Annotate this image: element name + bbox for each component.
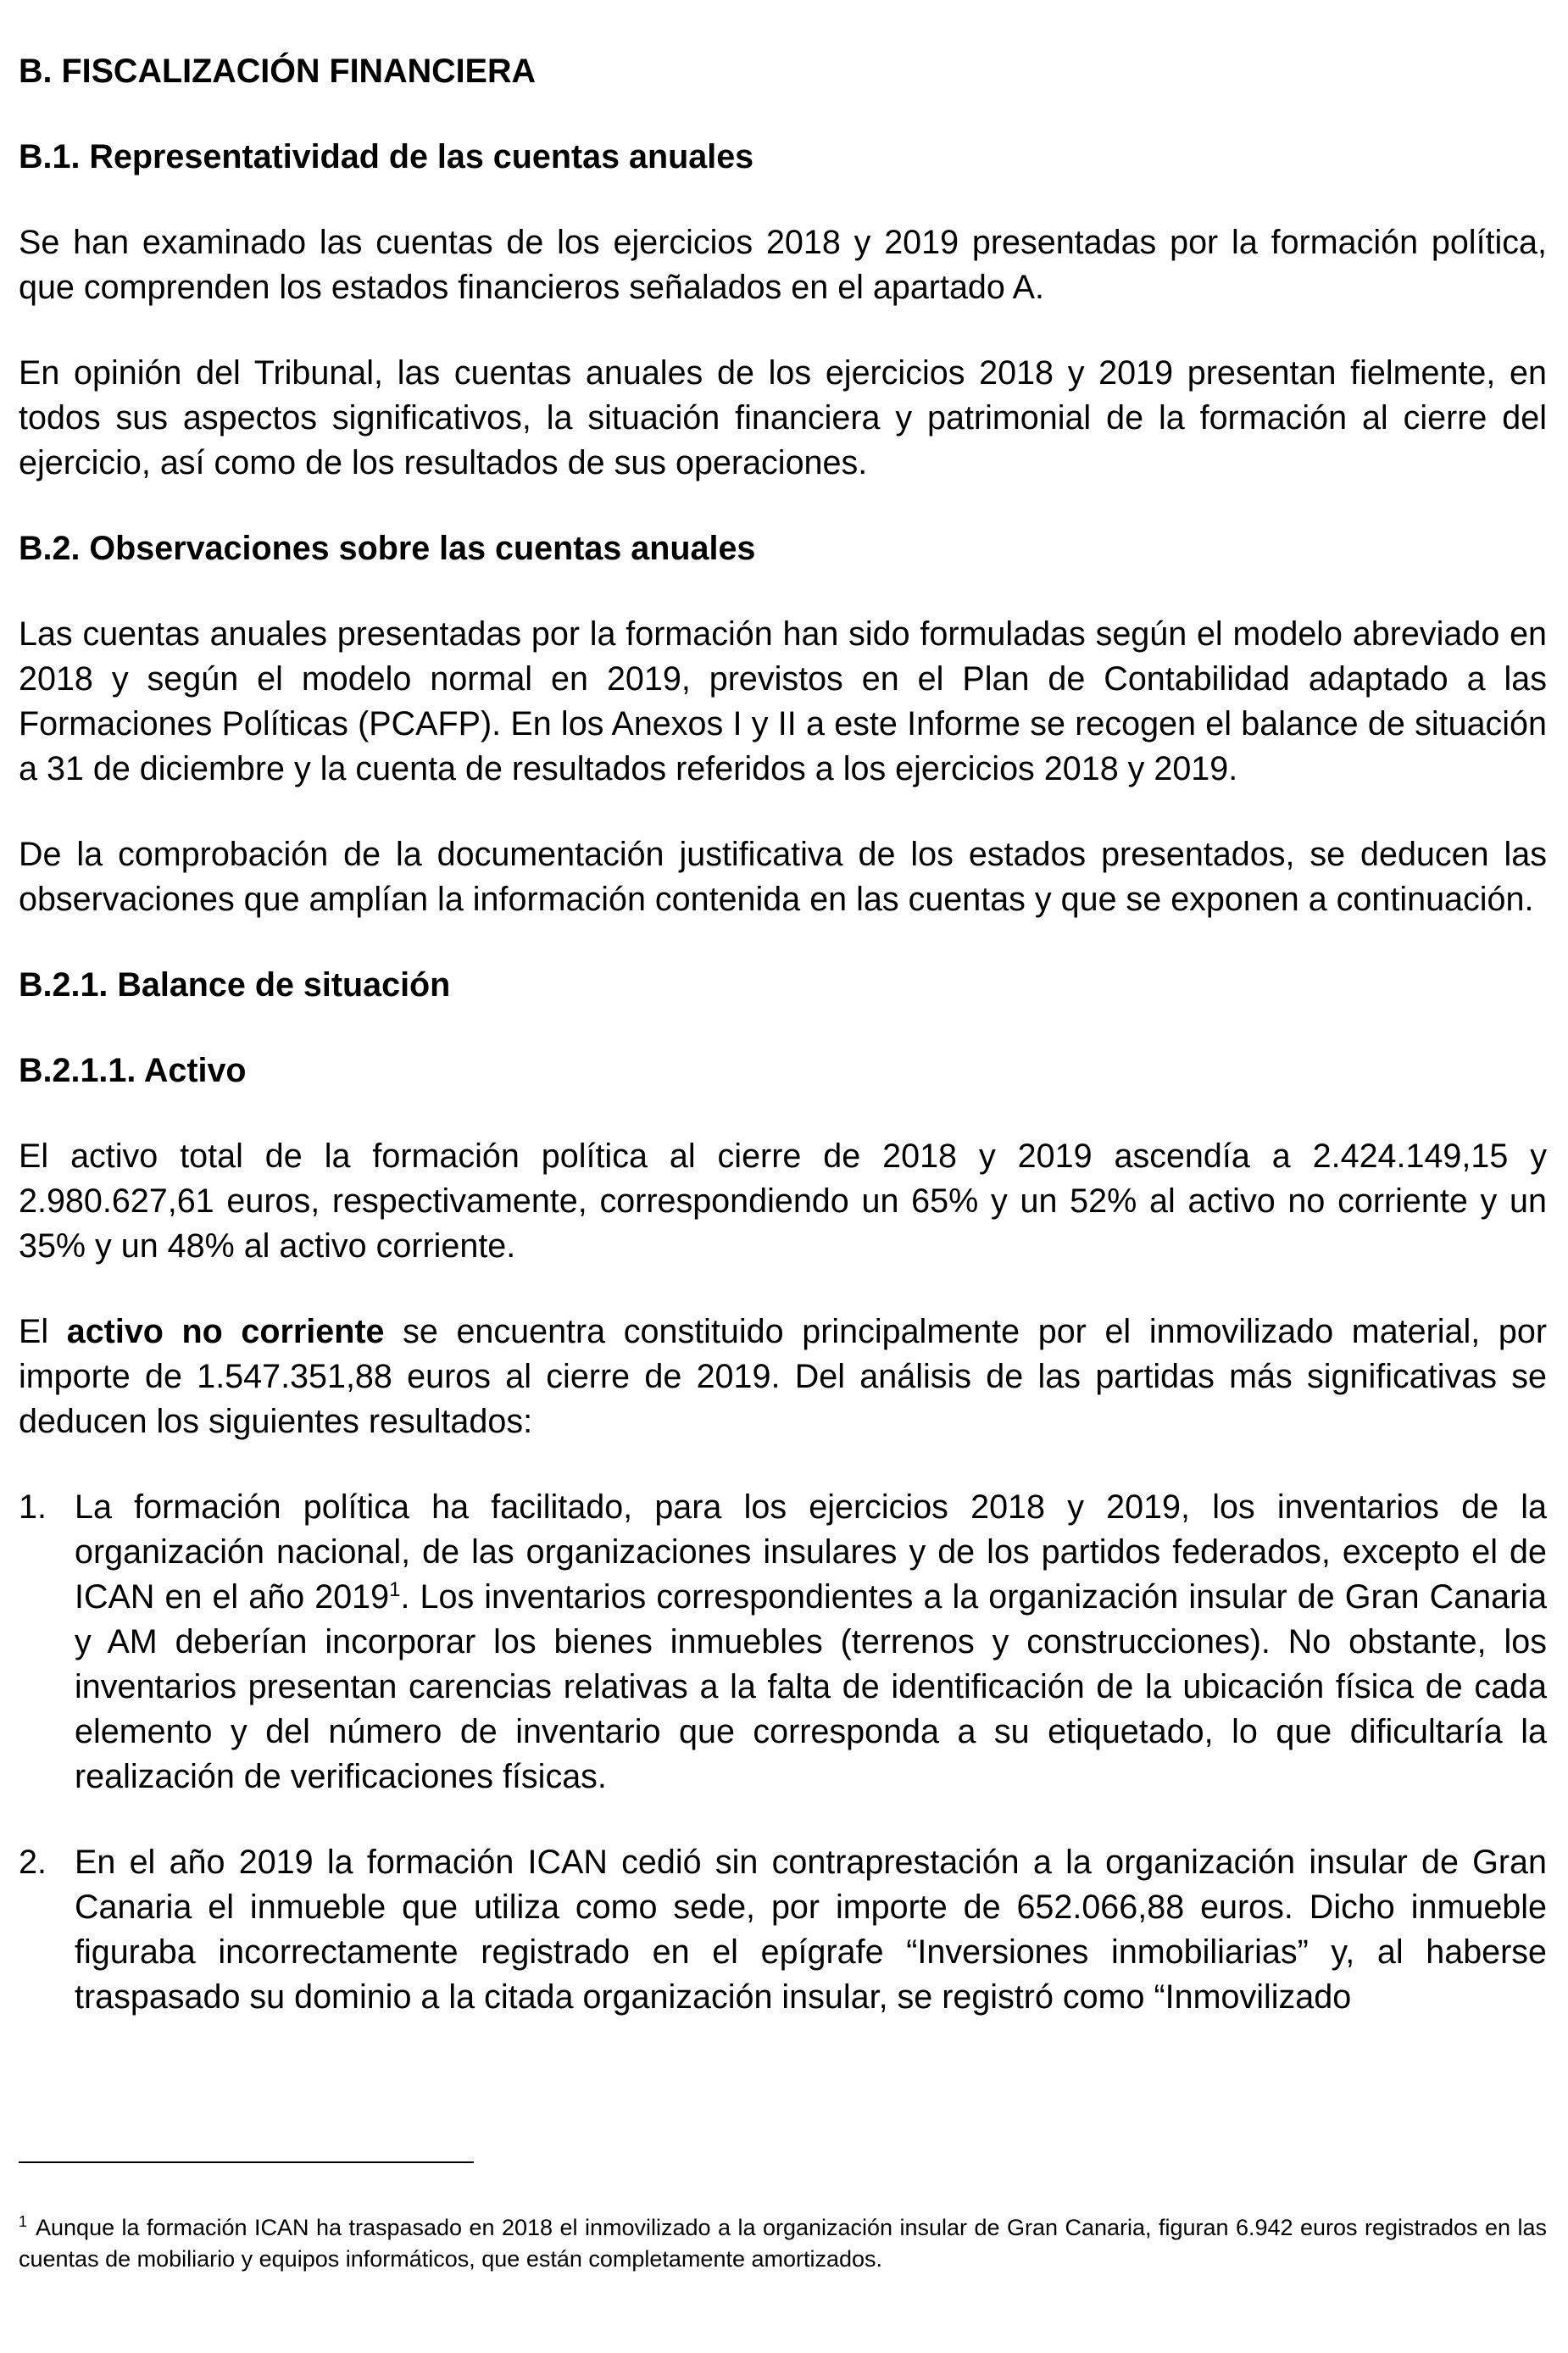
list-item-text-b: . Los inventarios correspondientes a la organización insular de Gran Canaria y AM deberían incorporar los bienes inmuebles (terrenos y construcciones). No obstante, los inventarios presentan carencias relativas a la falta de identificación de la ubicación física de cada elemento y del número de inventario que corresponda a su etiquetado, lo que dificultaría la realización de verificaciones físicas. <box>75 1578 1547 1795</box>
paragraph-b1-2: En opinión del Tribunal, las cuentas anuales de los ejercicios 2018 y 2019 presentan fielmente, en todos sus aspectos significativos, la situación financiera y patrimonial de la formación al cierre del ejercicio, así como de los resultados de sus operaciones. <box>19 354 1547 481</box>
footnote-reference[interactable]: 1 <box>389 1577 401 1601</box>
paragraph-b2-1: Las cuentas anuales presentadas por la formación han sido formuladas según el modelo abreviado en 2018 y según el modelo normal en 2019, previstos en el Plan de Contabilidad adaptado a las Formaciones Políticas (PCAFP). En los Anexos I y II a este Informe se recogen el balance de situación a 31 de diciembre y la cuenta de resultados referidos a los ejercicios 2018 y 2019. <box>19 615 1547 787</box>
paragraph-b211-2 <box>19 1310 1547 1444</box>
paragraph-b2-2: De la comprobación de la documentación justificativa de los estados presentados, se deducen las observaciones que amplían la información contenida en las cuentas y que se exponen a continuación. <box>19 836 1547 918</box>
heading-b2: B.2. Observaciones sobre las cuentas anuales <box>19 530 756 567</box>
list-item-text-a: La formación política ha facilitado, para los ejercicios 2018 y 2019, los inventarios de la organización nacional, de las organizaciones insulares y de los partidos federados, excepto el de ICAN en el año 2019 <box>75 1488 1547 1616</box>
paragraph-b1-1: Se han examinado las cuentas de los ejercicios 2018 y 2019 presentadas por la formación política, que comprenden los estados financieros señalados en el apartado A. <box>19 224 1547 306</box>
list-item-number: 1. <box>19 1488 47 1526</box>
heading-b21: B.2.1. Balance de situación <box>19 966 451 1004</box>
list-item <box>19 1840 1547 2020</box>
paragraph-b211-2-rest: se encuentra constituido principalmente por el inmovilizado material, por importe de 1.547.351,88 euros al cierre de 2019. Del análisis de las partidas más significativas se deducen los siguientes resultados: <box>19 1313 1547 1440</box>
footnote-number: 1 <box>19 2213 28 2230</box>
list-item <box>19 1485 1547 1800</box>
footnote <box>19 2212 1547 2275</box>
findings-list <box>19 1485 1547 2020</box>
heading-b1: B.1. Representatividad de las cuentas anuales <box>19 138 754 175</box>
footnote-text: Aunque la formación ICAN ha traspasado en 2018 el inmovilizado a la organización insular de Gran Canaria, figuran 6.942 euros registrados en las cuentas de mobiliario y equipos informáticos, que están completamente amortizados. <box>19 2215 1547 2272</box>
heading-b211: B.2.1.1. Activo <box>19 1052 247 1089</box>
footnote-separator <box>19 2161 474 2163</box>
paragraph-b211-1: El activo total de la formación política al cierre de 2018 y 2019 ascendía a 2.424.149,15 y 2.980.627,61 euros, respectivamente, correspondiendo un 65% y un 52% al activo no corriente y un 35% y un 48% al activo corriente. <box>19 1138 1547 1265</box>
paragraph-b211-2-lead: El <box>19 1313 67 1350</box>
paragraph-b211-2-bold: activo no corriente <box>66 1313 385 1350</box>
list-item-number: 2. <box>19 1844 47 1881</box>
list-item-text: En el año 2019 la formación ICAN cedió sin contraprestación a la organización insular de Gran Canaria el inmueble que utiliza como sede, por importe de 652.066,88 euros. Dicho inmueble figuraba incorrectamente registrado en el epígrafe “Inversiones inmobiliarias” y, al haberse traspasado su dominio a la citada organización insular, se registró como “Inmovilizado <box>75 1844 1547 2016</box>
section-title: B. FISCALIZACIÓN FINANCIERA <box>19 53 537 90</box>
